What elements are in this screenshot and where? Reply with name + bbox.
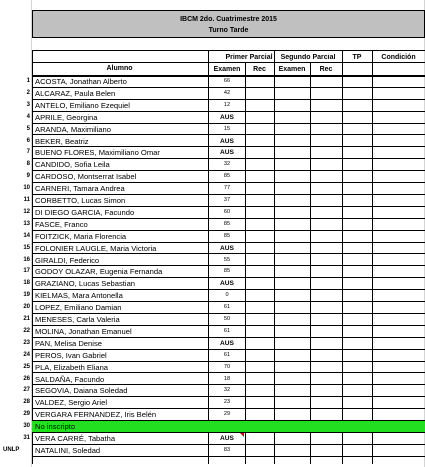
student-name[interactable]: PAN, Melisa Denise <box>35 338 102 348</box>
student-name[interactable]: NATALINI, Soledad <box>35 445 101 455</box>
student-name[interactable]: ACOSTA, Jonathan Alberto <box>35 77 127 86</box>
grade-cell[interactable]: 61 <box>223 351 231 358</box>
row-number: 20 <box>23 304 30 311</box>
table-row[interactable] <box>0 112 425 124</box>
table-row[interactable] <box>0 231 425 243</box>
row-number: 17 <box>23 268 30 275</box>
grade-cell[interactable]: 70 <box>223 363 231 370</box>
grade-cell[interactable]: AUS <box>220 339 234 347</box>
student-name[interactable]: CANDIDO, Sofia Leila <box>35 160 110 170</box>
header-rec-2[interactable]: Rec <box>319 66 333 73</box>
sheet-title: IBCM 2do. Cuatrimestre 2015 <box>180 16 277 23</box>
column-headers <box>32 50 425 76</box>
grade-cell[interactable]: AUS <box>220 280 234 288</box>
row-number: 15 <box>23 244 30 251</box>
student-name[interactable]: SALDAÑA, Facundo <box>35 374 105 384</box>
header-rec-1[interactable]: Rec <box>253 66 266 73</box>
student-name[interactable]: GRAZIANO, Lucas Sebastian <box>35 279 136 289</box>
grade-cell[interactable]: 32 <box>223 387 231 394</box>
grade-cell[interactable]: 0 <box>225 292 229 299</box>
student-name[interactable]: FOLONIER LAUGLE, Maria Victoria <box>35 243 157 253</box>
header-segundo-parcial[interactable]: Segundo Parcial <box>280 54 336 61</box>
row-number: 22 <box>23 327 30 334</box>
row-number: 5 <box>26 125 30 132</box>
header-examen-2[interactable]: Examen <box>278 66 306 73</box>
student-name[interactable]: No inscripto <box>35 422 76 432</box>
row-number: 25 <box>23 363 30 370</box>
student-name[interactable]: ALCARAZ, Paula Belen <box>35 88 116 98</box>
grade-cell[interactable]: 18 <box>223 375 231 382</box>
table-row[interactable] <box>0 362 425 374</box>
student-name[interactable]: MOLINA, Jonathan Emanuel <box>35 326 132 336</box>
student-name[interactable]: BEKER, Beatriz <box>35 136 89 146</box>
student-name[interactable]: FOITZICK, Maria Florencia <box>35 231 127 241</box>
table-row[interactable] <box>0 290 425 302</box>
table-row[interactable] <box>0 255 425 267</box>
grade-cell[interactable]: 23 <box>223 399 231 406</box>
student-name[interactable]: ARANDA, Maximiliano <box>35 124 111 134</box>
row-number: 23 <box>23 339 30 346</box>
row-number: 24 <box>23 351 30 358</box>
grade-cell[interactable]: 60 <box>223 208 231 215</box>
row-number: 2 <box>26 89 30 96</box>
row-border <box>32 456 425 457</box>
comment-indicator-icon[interactable] <box>240 433 244 437</box>
row-number: 3 <box>26 101 30 108</box>
grade-cell[interactable]: 12 <box>223 101 231 108</box>
row-number: 27 <box>23 387 30 394</box>
student-name[interactable]: PLA, Elizabeth Eliana <box>35 362 109 372</box>
header-condicion[interactable]: Condición <box>381 54 416 61</box>
row-number: 12 <box>23 208 30 215</box>
row-number: 18 <box>23 280 30 287</box>
student-name[interactable]: CORBETTO, Lucas Simon <box>35 196 126 205</box>
table-row[interactable] <box>0 445 425 457</box>
table-row[interactable] <box>0 183 425 195</box>
grade-cell[interactable]: 83 <box>223 446 231 453</box>
student-name[interactable]: KIELMAS, Mara Antonella <box>35 291 123 301</box>
header-examen-1[interactable]: Examen <box>213 66 241 73</box>
grade-cell[interactable]: 85 <box>223 220 231 227</box>
row-number: 30 <box>23 423 30 430</box>
student-name[interactable]: BUENO FLORES, Maximiliano Omar <box>35 148 160 158</box>
border <box>32 62 425 63</box>
grade-cell[interactable]: 85 <box>223 173 231 180</box>
row-number: 29 <box>23 411 30 418</box>
table-row[interactable] <box>0 374 425 386</box>
student-name[interactable]: VALDEZ, Sergio Ariel <box>35 398 108 408</box>
grade-cell[interactable]: 37 <box>223 197 231 203</box>
table-row[interactable] <box>0 88 425 100</box>
table-row[interactable] <box>0 350 425 362</box>
title-banner[interactable] <box>32 10 425 38</box>
grade-cell[interactable]: 61 <box>223 304 231 311</box>
student-name[interactable]: FASCE, Franco <box>35 219 88 229</box>
grade-cell[interactable]: AUS <box>220 149 234 157</box>
table-row[interactable] <box>0 171 425 183</box>
row-number: 28 <box>23 399 30 406</box>
student-name[interactable]: GIRALDI, Federico <box>35 255 100 265</box>
table-row[interactable] <box>0 302 425 314</box>
row-number: 4 <box>26 113 30 120</box>
grade-cell[interactable]: 66 <box>223 78 231 84</box>
student-name[interactable]: LOPEZ, Emiliano Damian <box>35 303 122 313</box>
grade-cell[interactable]: 85 <box>223 232 231 239</box>
row-number: 14 <box>23 232 30 239</box>
table-row[interactable] <box>0 338 425 350</box>
row-number: 19 <box>23 292 30 299</box>
table-row[interactable] <box>0 385 425 397</box>
row-number: 26 <box>23 375 30 382</box>
grade-cell[interactable]: AUS <box>220 113 234 121</box>
student-name[interactable]: SEGOVIA, Daiana Soledad <box>35 386 128 396</box>
grade-cell[interactable]: 77 <box>223 185 231 192</box>
table-row[interactable] <box>0 266 425 278</box>
table-row[interactable] <box>0 433 425 445</box>
table-row[interactable] <box>0 124 425 136</box>
table-row[interactable] <box>0 195 425 207</box>
row-number: 13 <box>23 220 30 227</box>
row-number: 8 <box>26 161 30 168</box>
table-row[interactable] <box>0 100 425 112</box>
student-name[interactable]: VERGARA FERNANDEZ, Iris Belén <box>35 410 157 420</box>
student-name[interactable]: MENESES, Carla Valeria <box>35 315 120 324</box>
sheet-subtitle: Turno Tarde <box>208 27 249 34</box>
student-name[interactable]: GODOY OLAZAR, Eugenia Fernanda <box>35 267 163 277</box>
table-row[interactable] <box>0 243 425 255</box>
row-number: 9 <box>26 173 30 180</box>
grade-cell[interactable]: 61 <box>223 327 231 334</box>
row-number: 10 <box>23 185 30 192</box>
table-row[interactable] <box>0 147 425 159</box>
header-alumno[interactable]: Alumno <box>106 65 133 72</box>
student-name[interactable]: ANTELO, Emiliano Ezequiel <box>35 100 130 110</box>
grade-cell[interactable]: 42 <box>223 89 231 96</box>
row-number: UNLP <box>3 446 20 453</box>
student-name[interactable]: PEROS, Ivan Gabriel <box>35 350 107 360</box>
grade-cell[interactable]: AUS <box>220 244 234 252</box>
grade-cell[interactable]: 55 <box>223 256 231 263</box>
grade-cell[interactable]: AUS <box>220 137 234 145</box>
student-name[interactable]: CARNERI, Tamara Andrea <box>35 184 125 194</box>
row-number: 31 <box>23 435 30 441</box>
header-tp[interactable]: TP <box>352 54 362 61</box>
student-name[interactable]: CARDOSO, Montserrat Isabel <box>35 172 137 182</box>
table-row[interactable] <box>0 219 425 231</box>
row-number: 1 <box>26 78 30 84</box>
student-name[interactable]: APRILE, Georgina <box>35 112 98 122</box>
table-row[interactable] <box>0 397 425 409</box>
row-number: 7 <box>26 149 30 156</box>
table-row[interactable] <box>0 409 425 421</box>
table-row[interactable] <box>0 76 425 88</box>
student-name[interactable]: DI DIEGO GARCIA, Facundo <box>35 207 135 217</box>
header-primer-parcial[interactable]: Primer Parcial <box>225 54 273 61</box>
grade-cell[interactable]: 85 <box>223 268 231 275</box>
row-number: 16 <box>23 256 30 263</box>
table-row[interactable] <box>0 314 425 326</box>
student-name[interactable]: VERA CARRÉ, Tabatha <box>35 434 116 443</box>
border <box>32 50 425 51</box>
table-row[interactable] <box>0 136 425 148</box>
grade-cell[interactable]: 50 <box>223 316 231 322</box>
row-number: 6 <box>26 137 30 144</box>
grade-cell[interactable]: 29 <box>223 411 231 418</box>
table-row[interactable] <box>0 421 425 433</box>
grade-cell[interactable]: AUS <box>220 435 234 442</box>
row-number: 11 <box>23 197 30 203</box>
grade-cell[interactable]: 32 <box>223 161 231 168</box>
grade-cell[interactable]: 15 <box>223 125 231 132</box>
table-row[interactable] <box>0 207 425 219</box>
table-row[interactable] <box>0 326 425 338</box>
table-row[interactable] <box>0 278 425 290</box>
row-number: 21 <box>23 316 30 322</box>
table-row[interactable] <box>0 159 425 171</box>
